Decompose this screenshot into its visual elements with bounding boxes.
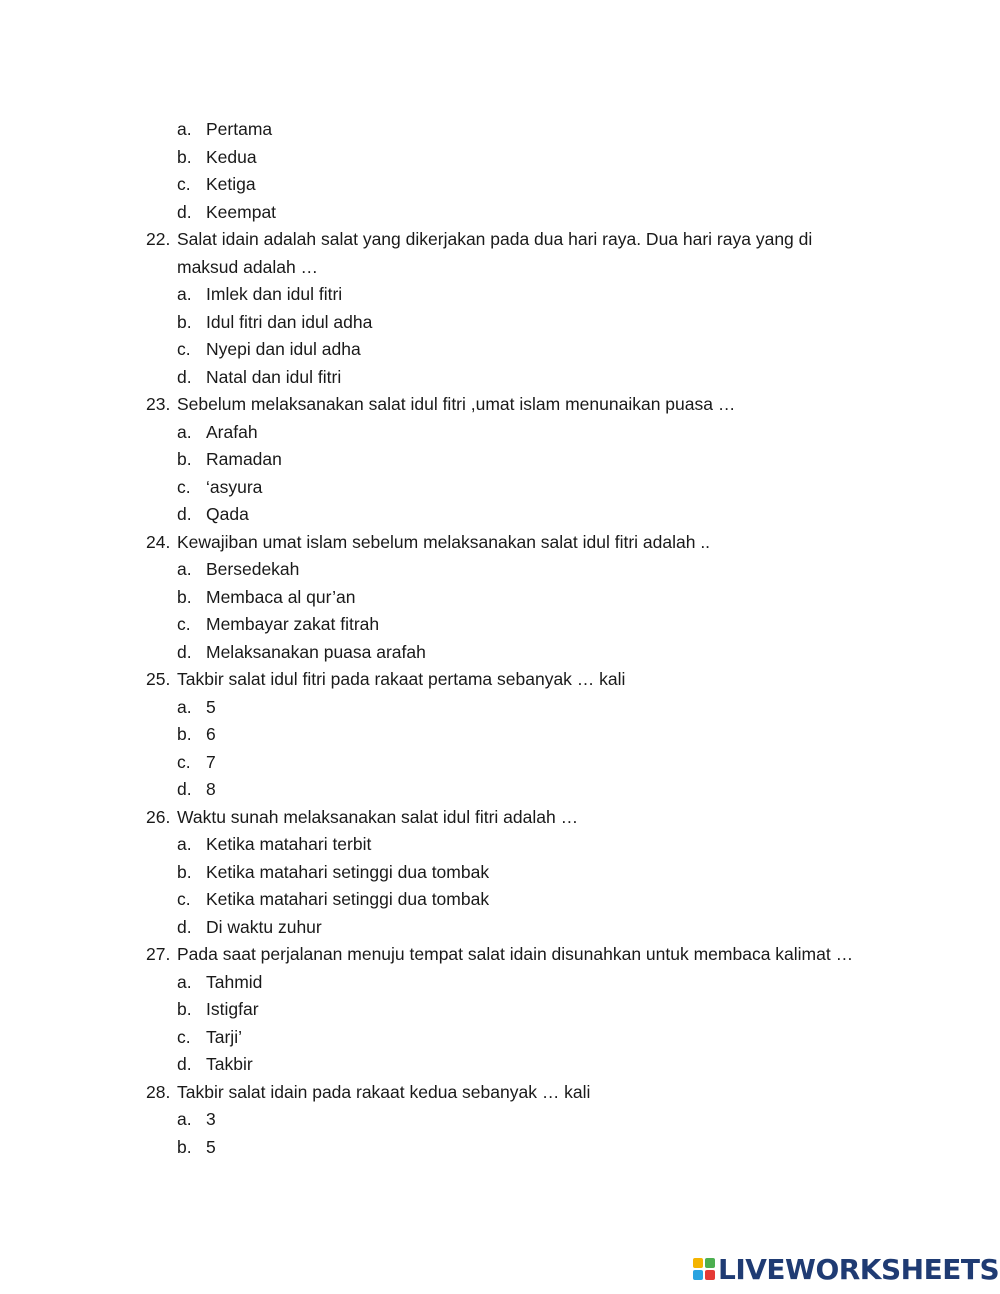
answer-option[interactable] bbox=[0, 199, 1000, 227]
liveworksheets-logo bbox=[693, 1252, 999, 1286]
answer-option[interactable] bbox=[0, 996, 1000, 1024]
logo-text: LIVEWORKSHEETS bbox=[718, 1252, 1000, 1286]
question-text: Sebelum melaksanakan salat idul fitri ,umat islam menunaikan puasa … bbox=[177, 394, 736, 414]
question-line bbox=[0, 226, 1000, 254]
answer-option[interactable] bbox=[0, 639, 1000, 667]
answer-option[interactable] bbox=[0, 749, 1000, 777]
answer-option[interactable] bbox=[0, 501, 1000, 529]
question-text: Pada saat perjalanan menuju tempat salat idain disunahkan untuk membaca kalimat … bbox=[177, 944, 854, 964]
question-text: Kewajiban umat islam sebelum melaksanakan salat idul fitri adalah .. bbox=[177, 531, 711, 552]
option-text: Keempat bbox=[206, 201, 277, 222]
option-letter: d. bbox=[177, 201, 192, 222]
option-text: Pertama bbox=[206, 119, 273, 139]
option-text: 5 bbox=[206, 1136, 216, 1157]
option-text: Natal dan idul fitri bbox=[206, 366, 342, 387]
question-text: Takbir salat idul fitri pada rakaat pertama sebanyak … kali bbox=[177, 669, 626, 689]
answer-option[interactable] bbox=[0, 584, 1000, 612]
answer-option[interactable] bbox=[0, 474, 1000, 502]
option-text: Nyepi dan idul adha bbox=[206, 339, 361, 359]
question-line bbox=[0, 804, 1000, 832]
option-letter: b. bbox=[177, 724, 192, 744]
answer-option[interactable] bbox=[0, 1134, 1000, 1162]
question-number: 27. bbox=[146, 944, 171, 964]
option-text: Arafah bbox=[206, 421, 258, 442]
option-text: Imlek dan idul fitri bbox=[206, 284, 343, 304]
option-text: Membaca al qur’an bbox=[206, 586, 356, 607]
answer-option[interactable] bbox=[0, 144, 1000, 172]
option-letter: c. bbox=[177, 339, 191, 359]
question-text: Takbir salat idain pada rakaat kedua sebanyak … kali bbox=[177, 1081, 591, 1102]
option-letter: b. bbox=[177, 449, 192, 469]
answer-option[interactable] bbox=[0, 446, 1000, 474]
question-number: 28. bbox=[146, 1081, 171, 1102]
option-text: Ketika matahari setinggi dua tombak bbox=[206, 889, 490, 909]
option-text: Di waktu zuhur bbox=[206, 916, 322, 937]
answer-option[interactable] bbox=[0, 694, 1000, 722]
question-number: 23. bbox=[146, 394, 171, 414]
option-letter: c. bbox=[177, 751, 191, 772]
option-letter: b. bbox=[177, 999, 192, 1019]
option-text: Istigfar bbox=[206, 999, 259, 1019]
question-text: Waktu sunah melaksanakan salat idul fitri adalah … bbox=[177, 806, 579, 827]
option-text: Ketika matahari terbit bbox=[206, 834, 372, 854]
answer-option[interactable] bbox=[0, 116, 1000, 144]
answer-option[interactable] bbox=[0, 611, 1000, 639]
option-letter: b. bbox=[177, 311, 192, 332]
question-line bbox=[0, 941, 1000, 969]
answer-option[interactable] bbox=[0, 914, 1000, 942]
question-text: maksud adalah … bbox=[177, 256, 319, 277]
option-letter: d. bbox=[177, 779, 192, 799]
option-text: Membayar zakat fitrah bbox=[206, 614, 380, 634]
option-letter: a. bbox=[177, 284, 192, 304]
answer-option[interactable] bbox=[0, 364, 1000, 392]
option-letter: c. bbox=[177, 1026, 191, 1047]
option-text: Tahmid bbox=[206, 971, 263, 992]
answer-option[interactable] bbox=[0, 1024, 1000, 1052]
answer-option[interactable] bbox=[0, 859, 1000, 887]
option-letter: d. bbox=[177, 641, 192, 662]
option-letter: b. bbox=[177, 1136, 192, 1157]
option-letter: a. bbox=[177, 971, 192, 992]
answer-option[interactable] bbox=[0, 281, 1000, 309]
option-text: Qada bbox=[206, 504, 249, 524]
option-letter: a. bbox=[177, 696, 192, 717]
option-text: Ramadan bbox=[206, 449, 282, 469]
answer-option[interactable] bbox=[0, 1106, 1000, 1134]
option-text: Takbir bbox=[206, 1054, 253, 1074]
answer-option[interactable] bbox=[0, 336, 1000, 364]
option-text: Ketika matahari setinggi dua tombak bbox=[206, 861, 490, 882]
answer-option[interactable] bbox=[0, 776, 1000, 804]
answer-option[interactable] bbox=[0, 969, 1000, 997]
option-letter: b. bbox=[177, 146, 192, 167]
question-number: 25. bbox=[146, 669, 171, 689]
option-text: 3 bbox=[206, 1109, 216, 1129]
logo-icon bbox=[693, 1258, 715, 1280]
option-letter: d. bbox=[177, 366, 192, 387]
question-text: Salat idain adalah salat yang dikerjakan pada dua hari raya. Dua hari raya yang di bbox=[177, 229, 813, 249]
option-text: Bersedekah bbox=[206, 559, 300, 579]
question-line bbox=[0, 391, 1000, 419]
logo-square-4 bbox=[705, 1270, 715, 1280]
option-text: Tarji’ bbox=[206, 1026, 242, 1047]
option-text: 7 bbox=[206, 751, 216, 772]
option-letter: a. bbox=[177, 1109, 192, 1129]
option-letter: a. bbox=[177, 834, 192, 854]
option-letter: d. bbox=[177, 916, 192, 937]
option-text: ‘asyura bbox=[206, 476, 263, 497]
answer-option[interactable] bbox=[0, 1051, 1000, 1079]
question-line bbox=[0, 254, 1000, 282]
option-text: 6 bbox=[206, 724, 216, 744]
option-letter: d. bbox=[177, 504, 192, 524]
option-text: Kedua bbox=[206, 146, 257, 167]
answer-option[interactable] bbox=[0, 886, 1000, 914]
answer-option[interactable] bbox=[0, 831, 1000, 859]
option-letter: c. bbox=[177, 174, 191, 194]
worksheet-page bbox=[0, 116, 1000, 1161]
question-line bbox=[0, 529, 1000, 557]
option-letter: b. bbox=[177, 861, 192, 882]
logo-square-1 bbox=[693, 1258, 703, 1268]
option-letter: d. bbox=[177, 1054, 192, 1074]
answer-option[interactable] bbox=[0, 419, 1000, 447]
question-line bbox=[0, 1079, 1000, 1107]
option-letter: c. bbox=[177, 476, 191, 497]
question-number: 24. bbox=[146, 531, 171, 552]
question-number: 26. bbox=[146, 806, 171, 827]
option-letter: a. bbox=[177, 559, 192, 579]
option-letter: a. bbox=[177, 421, 192, 442]
answer-option[interactable] bbox=[0, 721, 1000, 749]
option-text: Ketiga bbox=[206, 174, 256, 194]
question-number: 22. bbox=[146, 229, 171, 249]
option-letter: b. bbox=[177, 586, 192, 607]
answer-option[interactable] bbox=[0, 309, 1000, 337]
logo-square-3 bbox=[693, 1270, 703, 1280]
option-text: Idul fitri dan idul adha bbox=[206, 311, 373, 332]
answer-option[interactable] bbox=[0, 556, 1000, 584]
answer-option[interactable] bbox=[0, 171, 1000, 199]
option-letter: c. bbox=[177, 889, 191, 909]
option-letter: c. bbox=[177, 614, 191, 634]
option-text: Melaksanakan puasa arafah bbox=[206, 641, 426, 662]
option-text: 5 bbox=[206, 696, 216, 717]
logo-square-2 bbox=[705, 1258, 715, 1268]
option-text: 8 bbox=[206, 779, 216, 799]
option-letter: a. bbox=[177, 119, 192, 139]
question-line bbox=[0, 666, 1000, 694]
